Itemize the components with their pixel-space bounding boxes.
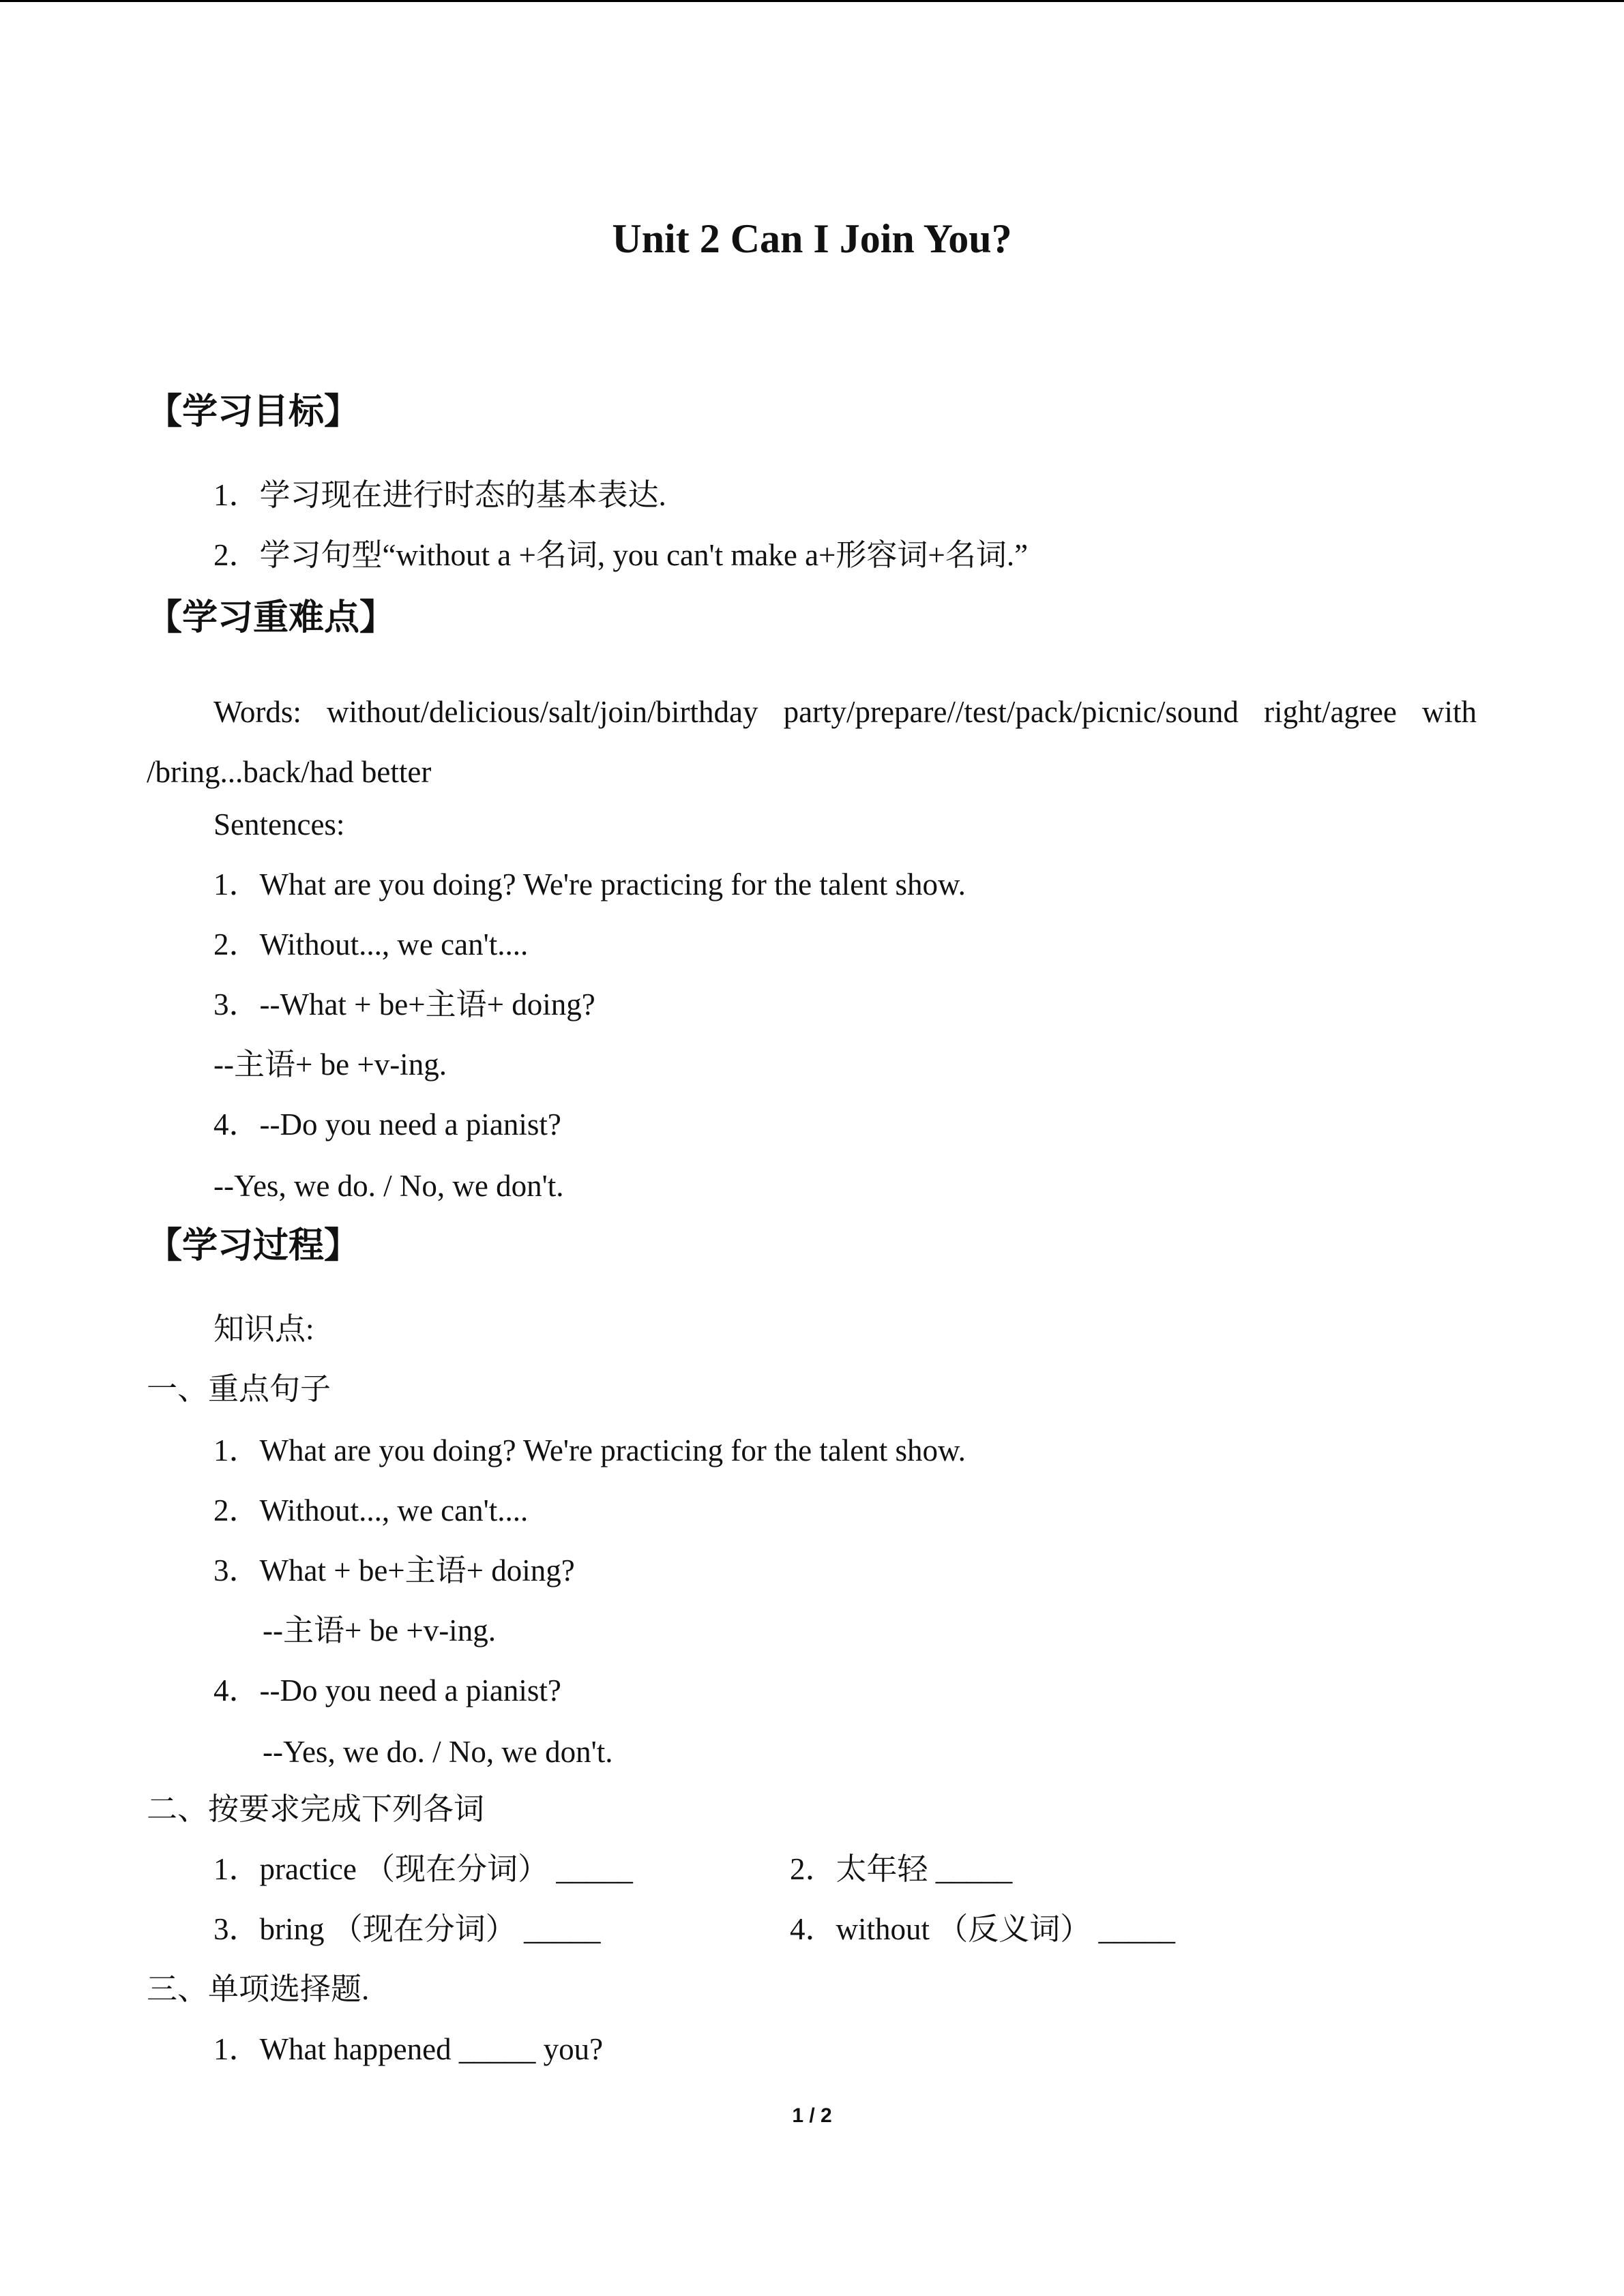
heading-learning-objectives: 【学习目标】 <box>147 391 360 432</box>
key-sentence-2: 2．Without..., we can't.... <box>213 927 529 961</box>
part1-line-4-answer: --Yes, we do. / No, we don't. <box>263 1735 613 1769</box>
heading-learning-process: 【学习过程】 <box>147 1225 360 1266</box>
part1-title: 一、重点句子 <box>147 1372 331 1406</box>
objective-item-1: 1．学习现在进行时态的基本表达. <box>213 478 666 512</box>
part1-line-3-answer: --主语+ be +v-ing. <box>263 1613 496 1648</box>
part1-line-4: 4．--Do you need a pianist? <box>213 1673 561 1708</box>
part2-title: 二、按要求完成下列各词 <box>147 1792 485 1826</box>
heading-key-points: 【学习重难点】 <box>147 597 396 638</box>
part2-item-3: 3．bring （现在分词） _____ <box>213 1912 601 1946</box>
key-sentence-4: 4．--Do you need a pianist? <box>213 1107 561 1142</box>
part3-title: 三、单项选择题. <box>147 1972 370 2006</box>
sentences-label: Sentences: <box>213 807 345 841</box>
knowledge-label: 知识点: <box>213 1312 314 1346</box>
part1-line-1: 1．What are you doing? We're practicing for the talent show. <box>213 1433 966 1467</box>
key-sentence-4-answer: --Yes, we do. / No, we don't. <box>213 1169 564 1203</box>
page-number: 1 / 2 <box>792 2104 832 2127</box>
words-paragraph: Words: without/delicious/salt/join/birthday party/prepare//test/pack/picnic/sound right/agree with /bring...back/had better <box>147 695 1477 789</box>
objective-item-2: 2．学习句型“without a +名词, you can't make a+形容词+名词.” <box>213 538 1029 572</box>
part2-item-1: 1．practice （现在分词） _____ <box>213 1852 633 1886</box>
part3-question-1: 1．What happened _____ you? <box>213 2032 604 2066</box>
part1-line-3: 3．What + be+主语+ doing? <box>213 1553 575 1587</box>
key-sentence-3: 3．--What + be+主语+ doing? <box>213 987 595 1022</box>
part1-line-2: 2．Without..., we can't.... <box>213 1493 529 1527</box>
top-border <box>0 0 1624 2</box>
part2-item-2: 2．太年轻 _____ <box>790 1852 1013 1886</box>
part2-item-4: 4．without （反义词） _____ <box>790 1912 1176 1946</box>
key-sentence-1: 1．What are you doing? We're practicing for the talent show. <box>213 867 966 901</box>
document-title: Unit 2 Can I Join You? <box>612 216 1012 261</box>
key-sentence-3-answer: --主语+ be +v-ing. <box>213 1047 447 1082</box>
